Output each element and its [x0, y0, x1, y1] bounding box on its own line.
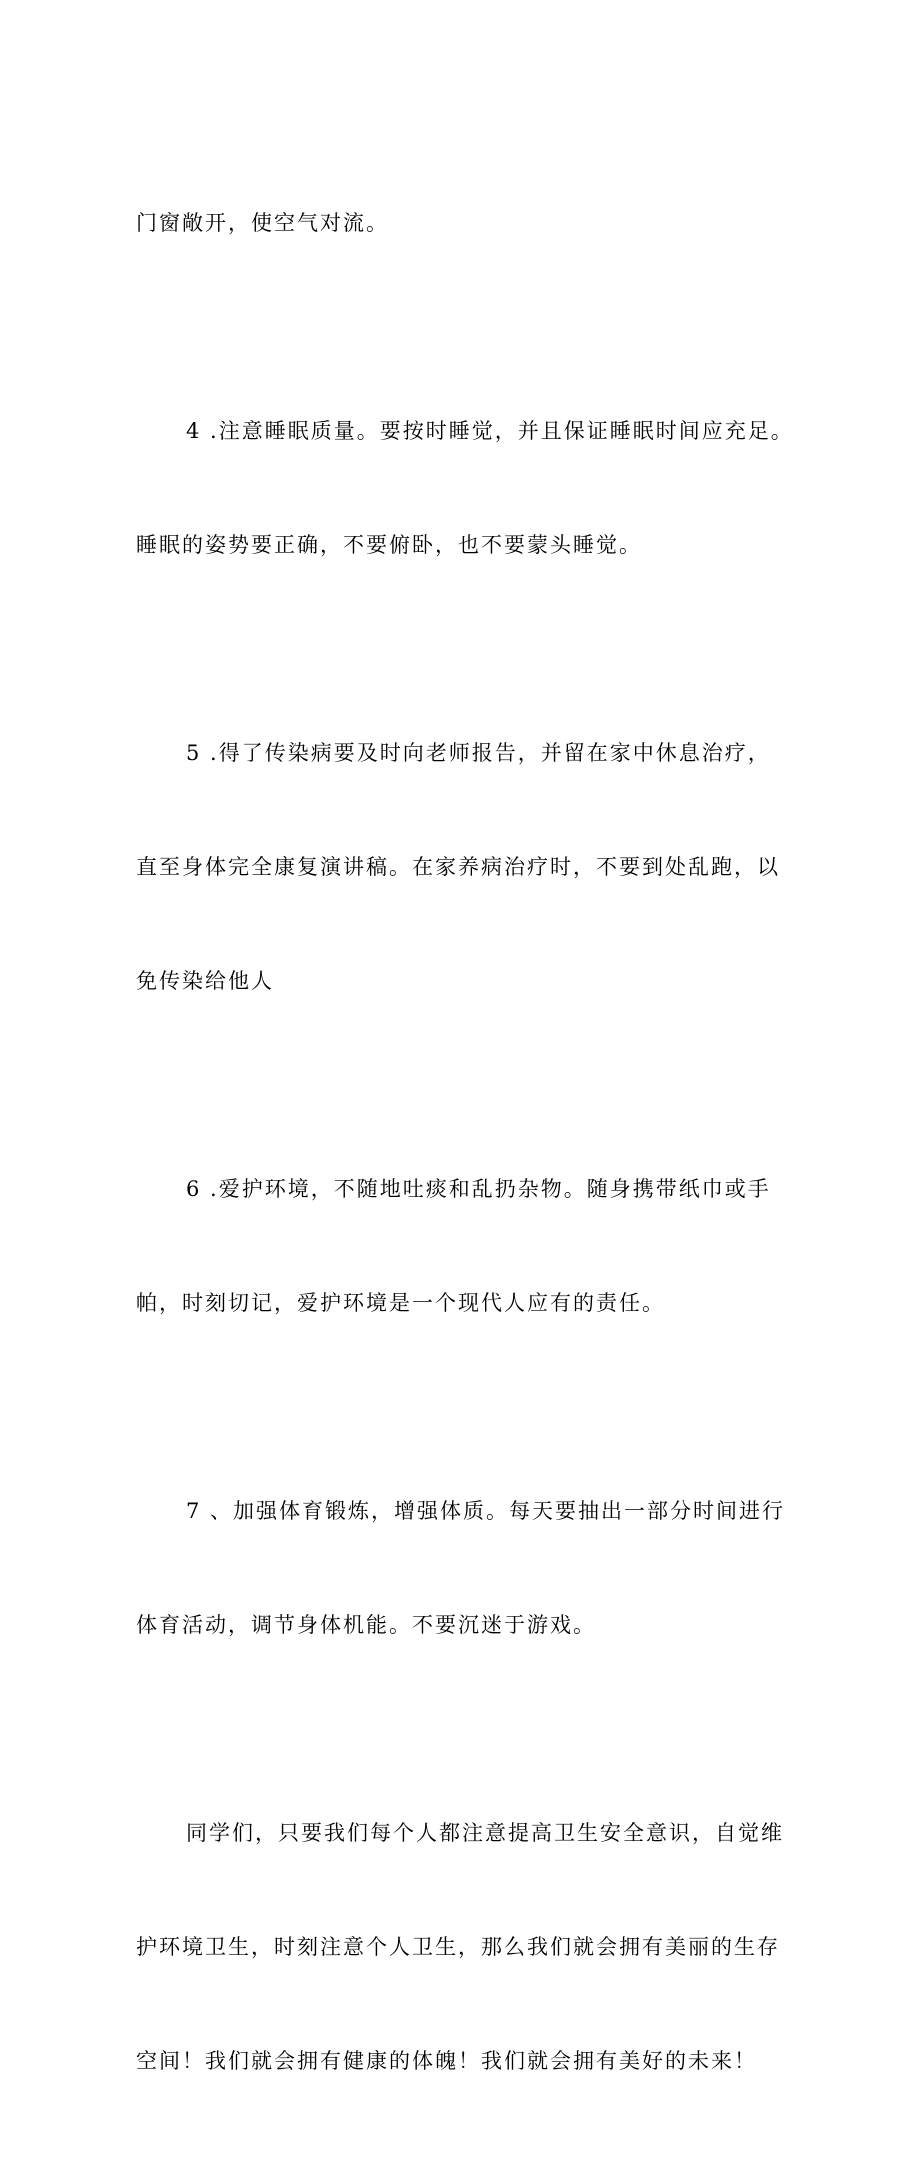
paragraph-line: 直至身体完全康复演讲稿。在家养病治疗时，不要到处乱跑，以: [136, 855, 780, 879]
paragraph-line: 4 .注意睡眠质量。要按时睡觉，并且保证睡眠时间应充足。: [186, 419, 794, 443]
paragraph-line: 5 .得了传染病要及时向老师报告，并留在家中休息治疗，: [186, 741, 771, 765]
paragraph-line: 空间！我们就会拥有健康的体魄！我们就会拥有美好的未来！: [136, 2049, 757, 2073]
paragraph-line: 帕，时刻切记，爱护环境是一个现代人应有的责任。: [136, 1291, 665, 1315]
paragraph-line: 睡眠的姿势要正确，不要俯卧，也不要蒙头睡觉。: [136, 533, 642, 557]
paragraph-4: [136, 1094, 796, 1398]
paragraph-6: [136, 1738, 796, 2156]
paragraph-line: 体育活动，调节身体机能。不要沉迷于游戏。: [136, 1613, 596, 1637]
paragraph-3: [136, 658, 796, 1076]
paragraph-line: 6 .爱护环境，不随地吐痰和乱扔杂物。随身携带纸巾或手: [186, 1177, 771, 1201]
paragraph-1: [136, 128, 796, 318]
paragraph-line: 7 、加强体育锻炼，增强体质。每天要抽出一部分时间进行: [186, 1499, 786, 1523]
document-page: [136, 128, 796, 2174]
paragraph-line: 同学们，只要我们每个人都注意提高卫生安全意识，自觉维: [186, 1821, 784, 1845]
paragraph-line: 免传染给他人: [136, 969, 274, 993]
paragraph-2: [136, 336, 796, 640]
paragraph-line: 护环境卫生，时刻注意个人卫生，那么我们就会拥有美丽的生存: [136, 1935, 780, 1959]
paragraph-5: [136, 1416, 796, 1720]
paragraph-line: 门窗敞开，使空气对流。: [136, 211, 389, 235]
